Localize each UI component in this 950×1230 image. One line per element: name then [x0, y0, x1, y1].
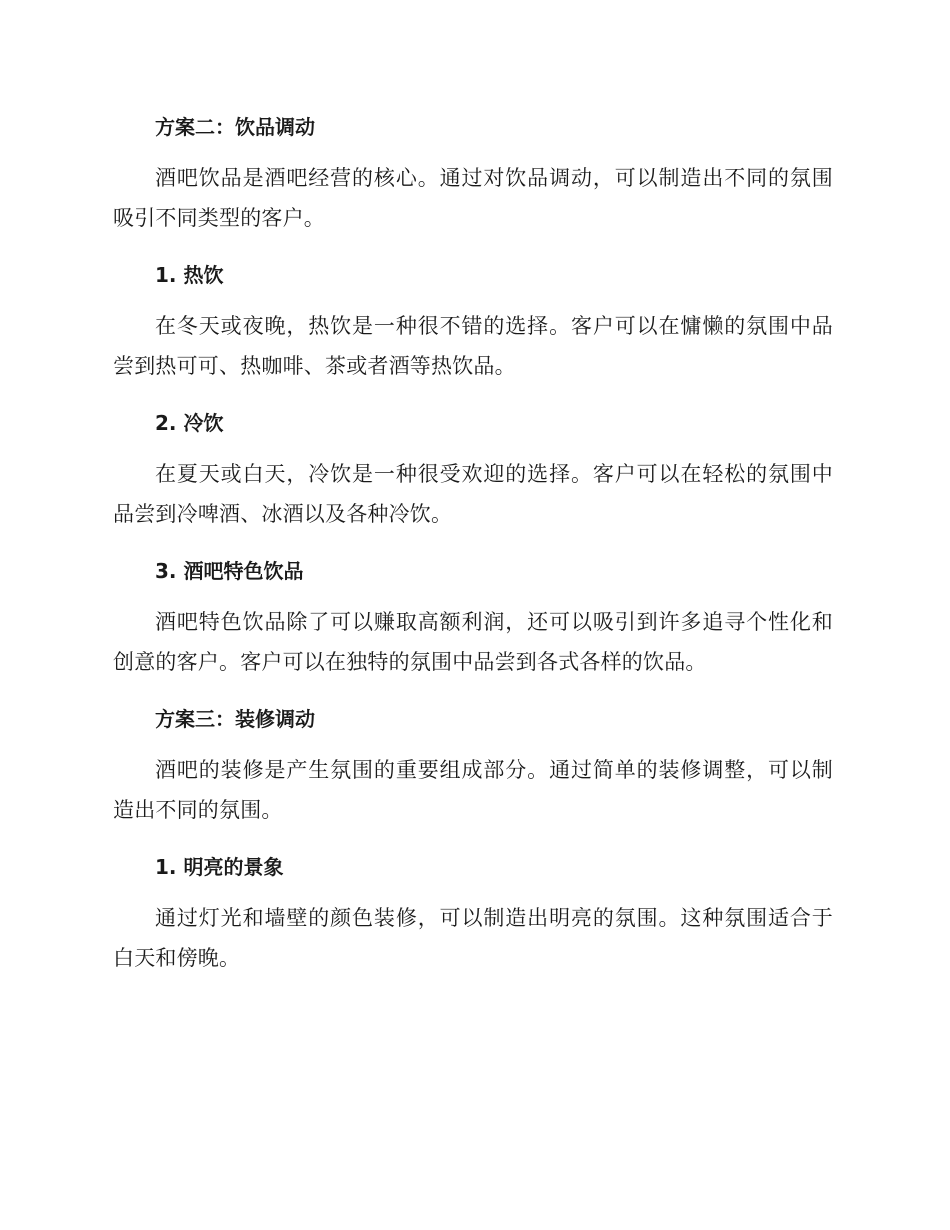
document-page: [113, 108, 833, 996]
section-heading-plan-two: 方案二：饮品调动: [155, 115, 315, 139]
paragraph-decor-intro: 酒吧的装修是产生氛围的重要组成部分。通过简单的装修调整，可以制造出不同的氛围。: [113, 758, 833, 822]
paragraph-signature-drinks: 酒吧特色饮品除了可以赚取高额利润，还可以吸引到许多追寻个性化和创意的客户。客户可以在独特的氛围中品尝到各式各样的饮品。: [113, 610, 833, 674]
subheading-signature-drinks: 3. 酒吧特色饮品: [155, 559, 304, 583]
subheading-bright-scene: 1. 明亮的景象: [155, 855, 284, 879]
paragraph-bright-scene: 通过灯光和墙壁的颜色装修，可以制造出明亮的氛围。这种氛围适合于白天和傍晚。: [113, 906, 833, 970]
paragraph-drinks-intro: 酒吧饮品是酒吧经营的核心。通过对饮品调动，可以制造出不同的氛围吸引不同类型的客户。: [113, 166, 833, 230]
subheading-cold-drinks: 2. 冷饮: [155, 411, 224, 435]
section-heading-plan-three: 方案三：装修调动: [155, 707, 315, 731]
paragraph-hot-drinks: 在冬天或夜晚，热饮是一种很不错的选择。客户可以在慵懒的氛围中品尝到热可可、热咖啡、茶或者酒等热饮品。: [113, 314, 833, 378]
paragraph-cold-drinks: 在夏天或白天，冷饮是一种很受欢迎的选择。客户可以在轻松的氛围中品尝到冷啤酒、冰酒以及各种冷饮。: [113, 462, 833, 526]
subheading-hot-drinks: 1. 热饮: [155, 263, 224, 287]
